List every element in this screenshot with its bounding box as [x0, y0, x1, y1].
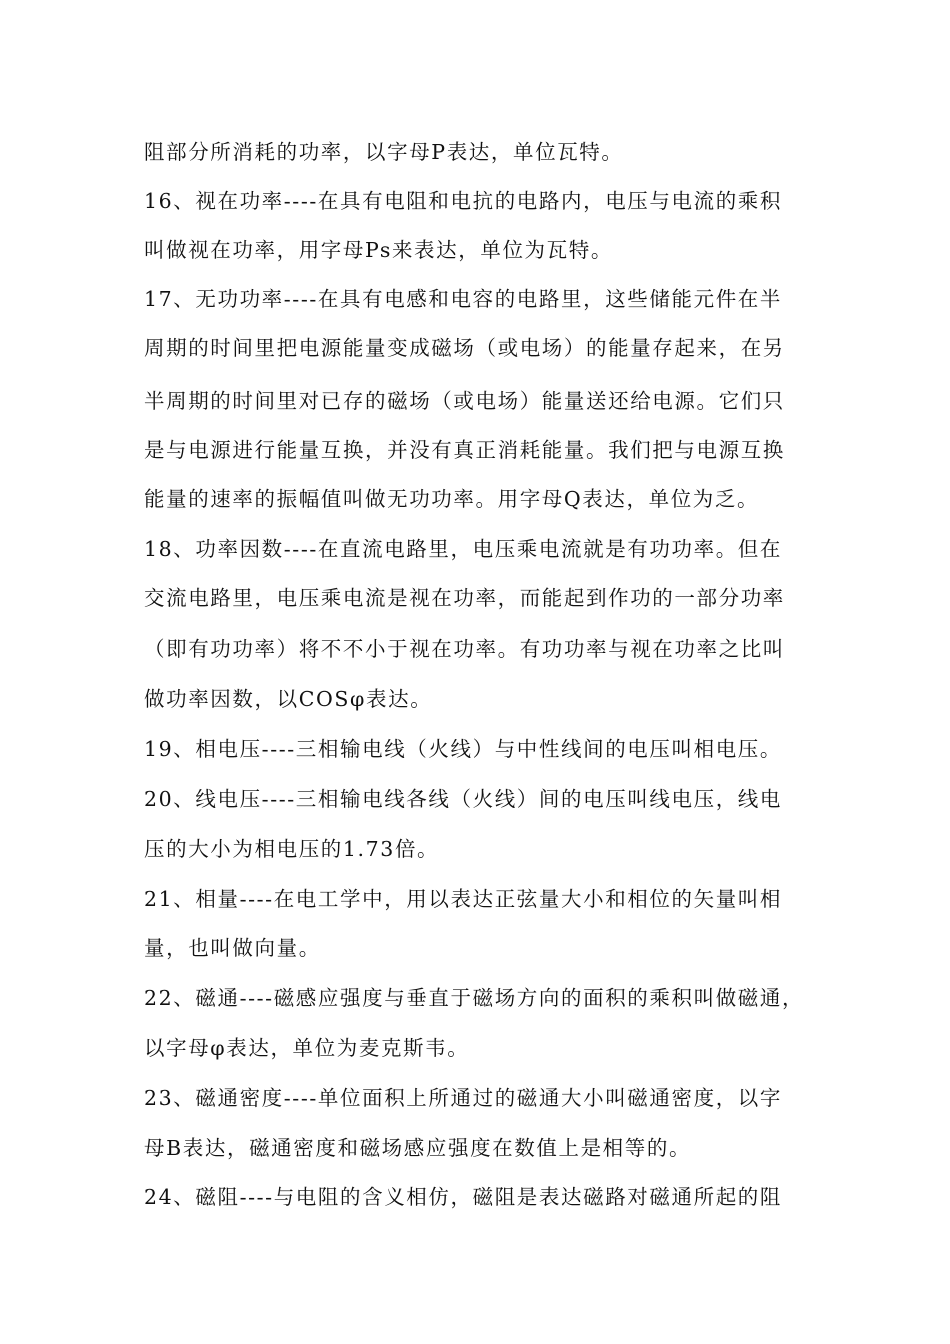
text-line: 叫做视在功率，用字母Ps来表达，单位为瓦特。: [144, 238, 613, 262]
text-line: 量，也叫做向量。: [144, 936, 321, 960]
text-line: 以字母φ表达，单位为麦克斯韦。: [144, 1036, 470, 1060]
text-line: 23、磁通密度----单位面积上所通过的磁通大小叫磁通密度，以字: [144, 1086, 782, 1110]
text-line: 18、功率因数----在直流电路里，电压乘电流就是有功功率。但在: [144, 537, 782, 561]
text-line: 17、无功功率----在具有电感和电容的电路里，这些储能元件在半: [144, 287, 782, 311]
text-line: （即有功功率）将不不小于视在功率。有功功率与视在功率之比叫: [144, 637, 785, 661]
text-line: 21、相量----在电工学中，用以表达正弦量大小和相位的矢量叫相: [144, 887, 782, 911]
text-line: 20、线电压----三相输电线各线（火线）间的电压叫线电压，线电: [144, 787, 782, 811]
text-line: 22、磁通----磁感应强度与垂直于磁场方向的面积的乘积叫做磁通，: [144, 986, 805, 1010]
text-line: 19、相电压----三相输电线（火线）与中性线间的电压叫相电压。: [144, 737, 782, 761]
text-line: 做功率因数，以COSφ表达。: [144, 687, 433, 711]
text-line: 24、磁阻----与电阻的含义相仿，磁阻是表达磁路对磁通所起的阻: [144, 1185, 782, 1209]
text-line: 母B表达，磁通密度和磁场感应强度在数值上是相等的。: [144, 1136, 692, 1160]
text-line: 能量的速率的振幅值叫做无功功率。用字母Q表达，单位为乏。: [144, 487, 760, 511]
text-line: 周期的时间里把电源能量变成磁场（或电场）的能量存起来，在另: [144, 336, 785, 360]
text-line: 16、视在功率----在具有电阻和电抗的电路内，电压与电流的乘积: [144, 189, 782, 213]
text-line: 阻部分所消耗的功率，以字母P表达，单位瓦特。: [144, 140, 624, 164]
text-line: 是与电源进行能量互换，并没有真正消耗能量。我们把与电源互换: [144, 438, 785, 462]
text-line: 半周期的时间里对已存的磁场（或电场）能量送还给电源。它们只: [144, 389, 785, 413]
text-line: 交流电路里，电压乘电流是视在功率，而能起到作功的一部分功率: [144, 586, 785, 610]
text-line: 压的大小为相电压的1.73倍。: [144, 837, 440, 861]
